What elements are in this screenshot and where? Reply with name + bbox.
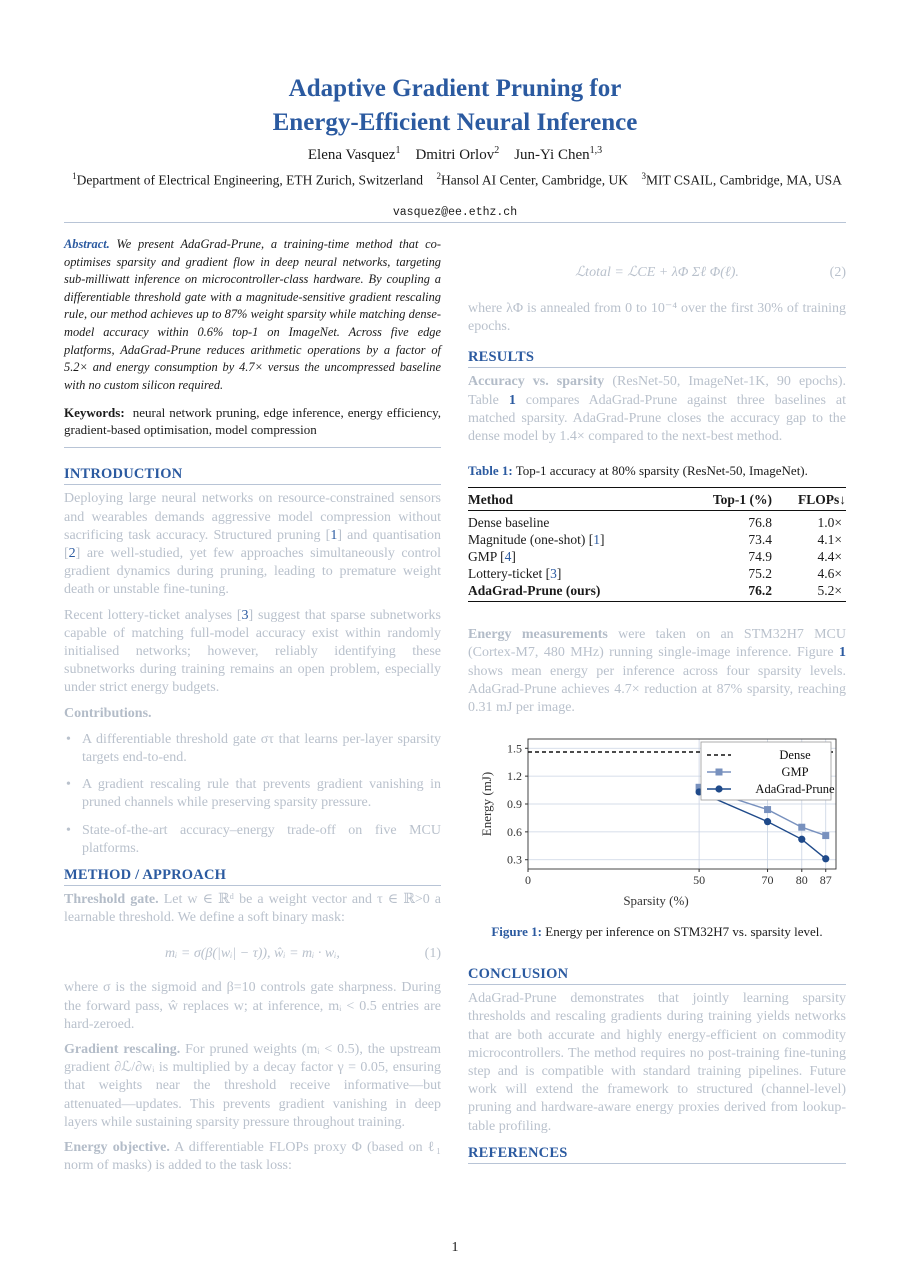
paragraph-text: A differentiable FLOPs proxy Φ (based on ℓ₁ norm of masks) is added to the task loss: — [64, 1140, 441, 1174]
x-tick-label: 50 — [693, 873, 706, 888]
citation-link[interactable]: 1 — [593, 532, 600, 548]
method-name: Lottery-ticket [ — [468, 566, 551, 582]
x-tick-label: 70 — [761, 873, 774, 888]
table-cell-flops: 4.1× — [817, 532, 842, 548]
method-name: Dense baseline — [468, 515, 550, 531]
method-name: Magnitude (one-shot) [ — [468, 532, 594, 548]
paper-title — [0, 72, 910, 140]
author-list — [0, 145, 910, 164]
author-name: Dmitri Orlov — [415, 147, 495, 163]
affiliations — [62, 167, 852, 190]
table-cell-method — [468, 582, 682, 602]
section-heading-conclusion: CONCLUSION — [468, 966, 846, 985]
keywords-label: Keywords: — [64, 405, 125, 421]
equation-1 — [64, 943, 441, 965]
keywords-text: neural network pruning, edge inference, energy efficiency, gradient-based optimisation, model compression — [64, 405, 442, 438]
contributions-list — [64, 731, 441, 858]
data-point-gmp — [822, 832, 829, 839]
paragraph-text: compares AdaGrad-Prune against three baselines at matched sparsity. AdaGrad-Prune closes the accuracy gap to the dense model by 1.4× compared to the next-best method. — [468, 392, 846, 445]
data-point-adagrad-prune — [764, 818, 771, 825]
paragraph-text: shows mean energy per inference across four sparsity levels. AdaGrad-Prune achieves 4.7× reduction at 87% sparsity, reaching 0.31 mJ per image. — [468, 663, 846, 716]
affiliation: Department of Electrical Engineering, ETH Zurich, Switzerland — [76, 172, 424, 188]
author-name: Elena Vasquez — [307, 147, 396, 163]
legend-entry: AdaGrad-Prune — [755, 782, 835, 797]
equation-2 — [468, 262, 846, 284]
table-cell-top1: 75.2 — [748, 566, 772, 582]
y-tick-label: 1.5 — [507, 741, 522, 756]
table-cell-top1: 74.9 — [748, 549, 772, 565]
intro-paragraph-2 — [64, 607, 441, 698]
list-item: • A gradient rescaling rule that prevents gradient vanishing in pruned channels while preserving sparsity pressure. — [64, 776, 441, 812]
equation-number: (2) — [829, 265, 846, 280]
intro-text: ] suggest that sparse subnetworks capable of matching full-model accuracy exist within randomly initialised networks; however, reliably identifying these subnetworks during training remains an open problem, especially under strict energy budgets. — [64, 607, 441, 696]
page-number: 1 — [451, 1240, 459, 1255]
legend-marker-circle — [715, 786, 722, 793]
y-tick-label: 1.2 — [507, 769, 522, 784]
legend-marker-square — [716, 769, 723, 776]
results-accuracy-paragraph — [468, 373, 846, 446]
figure-caption — [468, 923, 846, 940]
citation-link[interactable]: 1 — [330, 527, 338, 543]
y-tick-label: 0.6 — [507, 825, 522, 840]
affil-marker: 1 — [72, 171, 77, 181]
table-cell-top1: 73.4 — [748, 532, 772, 548]
contributions-label — [64, 705, 441, 723]
abstract-text: We present AdaGrad-Prune, a training-time method that co-optimises sparsity and gradient flow in deep neural networks, targeting sub-milliwatt inference on microcontroller-class hardware. By coupling a differentiable threshold gate with a magnitude-sensitive gradient rescaling rule, our method achieves up to 87% weight sparsity while matching dense-model accuracy within 0.6% top-1 on ImageNet. Across five edge platforms, AdaGrad-Prune reduces arithmetic operations by a factor of 5.2× and energy consumption by 4.7× versus the uncompressed baseline with no custom silicon required. — [64, 237, 441, 392]
table-row — [468, 565, 846, 582]
data-point-adagrad-prune — [798, 836, 805, 843]
data-point-gmp — [798, 824, 805, 831]
table-cell-flops: 4.6× — [817, 566, 842, 582]
table-cell-method: Magnitude (one-shot) [1] — [468, 532, 605, 548]
section-heading-references: REFERENCES — [468, 1145, 846, 1164]
affiliation: MIT CSAIL, Cambridge, MA, USA — [645, 172, 842, 188]
method-name: GMP [ — [468, 549, 505, 565]
method-name: AdaGrad-Prune (ours) — [468, 583, 601, 599]
energy-chart — [468, 729, 846, 919]
equation-body: ℒtotal = ℒCE + λΦ Σℓ Φ(ℓ). — [575, 265, 739, 280]
column-header: Method — [468, 488, 682, 511]
method-after-eq2: where λΦ is annealed from 0 to 10⁻⁴ over the first 30% of training epochs. — [468, 301, 846, 335]
method-energy-objective — [64, 1139, 441, 1175]
table-row — [468, 531, 846, 548]
list-item: • State-of-the-art accuracy–energy trade-off on five MCU platforms. — [64, 822, 441, 858]
paragraph-text: were taken on an STM32H7 MCU (Cortex-M7, 480 MHz) running single-image inference. Figure — [468, 627, 846, 661]
method-threshold-gate — [64, 891, 441, 927]
table-caption-label: Table 1: — [468, 463, 513, 479]
contributions-heading: Contributions. — [64, 705, 152, 721]
table-cell-flops: 5.2× — [776, 582, 846, 602]
energy-chart-svg — [468, 729, 846, 919]
legend-entry: GMP — [781, 765, 809, 780]
paragraph-text: Let w ∈ ℝᵈ be a weight vector and τ ∈ ℝ>0 a learnable threshold. We define a soft binary mask: — [64, 892, 442, 926]
table-cell-flops: 1.0× — [817, 515, 842, 531]
table-cell-method: GMP [4] — [468, 549, 516, 565]
citation-link[interactable]: 3 — [550, 566, 557, 582]
author-name: Jun-Yi Chen — [514, 147, 590, 163]
paragraph-label: Energy objective. — [64, 1140, 170, 1156]
affil-marker: 3 — [641, 171, 646, 181]
author-affil-marker: 1 — [395, 145, 401, 156]
section-heading-introduction: INTRODUCTION — [64, 466, 441, 485]
intro-text: Deploying large neural networks on resource-constrained sensors and wearables demands aggressive model compression without sacrificing task accuracy. Structured pruning [ — [64, 491, 441, 543]
title-line-1: Adaptive Gradient Pruning for — [288, 75, 622, 102]
affiliation: Hansol AI Center, Cambridge, UK — [441, 172, 628, 188]
table-row — [468, 582, 846, 602]
series-line-adagrad-prune — [699, 792, 826, 859]
paragraph-text: (ResNet-50, ImageNet-1K, 90 epochs). Table — [468, 374, 847, 408]
y-tick-label: 0.3 — [507, 852, 522, 867]
right-column — [468, 236, 846, 1164]
intro-text: Recent lottery-ticket analyses [ — [64, 607, 242, 623]
abstract — [64, 236, 441, 394]
paragraph-text: For pruned weights (mᵢ < 0.5), the upstream gradient ∂ℒ/∂wᵢ is multiplied by a decay factor γ = 0.05, ensuring that weights near the threshold receive informative—but attenuated—updates. This prevents gradient vanishing in deep layers while sustaining sparsity pressure throughout training. — [64, 1042, 442, 1130]
table-row — [468, 511, 846, 532]
table-cell-top1: 76.8 — [748, 515, 772, 531]
paragraph-label: Gradient rescaling. — [64, 1042, 181, 1058]
header-divider — [64, 222, 846, 223]
column-header: FLOPs↓ — [776, 488, 846, 511]
author-affil-marker: 2 — [494, 145, 500, 156]
paragraph-label: Energy measurements — [468, 627, 608, 643]
title-line-2: Energy-Efficient Neural Inference — [272, 109, 638, 136]
citation-link[interactable]: 2 — [68, 545, 76, 561]
x-tick-label: 87 — [819, 873, 832, 888]
citation-link[interactable]: 3 — [241, 607, 249, 623]
figure-ref-link[interactable]: 1 — [839, 645, 846, 661]
table-cell-method: Lottery-ticket [3] — [468, 566, 562, 582]
table-caption — [468, 462, 846, 479]
method-gradient-rescaling — [64, 1041, 441, 1132]
intro-text: ] are well-studied, yet few approaches simultaneously control gradient dynamics during pruning, leading to premature weight death or unstable fine-tuning. — [64, 545, 441, 598]
keywords — [64, 404, 441, 438]
data-point-gmp — [764, 806, 771, 813]
table-caption-text: Top-1 accuracy at 80% sparsity (ResNet-50, ImageNet). — [515, 463, 808, 479]
y-axis-label: Energy (mJ) — [479, 772, 494, 837]
table-cell-top1 — [682, 582, 776, 602]
author-affil-marker: 1,3 — [589, 145, 603, 156]
paragraph-label: Threshold gate. — [64, 892, 159, 907]
list-item: • A differentiable threshold gate στ that learns per-layer sparsity targets end-to-end. — [64, 731, 441, 767]
chart-plot-layer — [479, 739, 836, 908]
table-ref-link[interactable]: 1 — [508, 392, 516, 408]
conclusion-paragraph: AdaGrad-Prune demonstrates that jointly learning sparsity thresholds and rescaling gradients during training yields networks that are both accurate and highly energy-efficient on commodity microcontrollers. The method requires no post-training fine-tuning step and is compatible with standard training pipelines. Future work will extend the framework to structured (channel-level) pruning and hardware-aware energy proxies derived from lookup-table profiling. — [468, 991, 846, 1134]
legend-entry: Dense — [779, 748, 811, 763]
table-header-row — [468, 488, 846, 511]
results-table — [468, 487, 846, 602]
x-tick-label: 80 — [795, 873, 808, 888]
equation-body: mᵢ = σ(β(|wᵢ| − τ)), ŵᵢ = mᵢ · wᵢ, — [165, 946, 340, 962]
abstract-label: Abstract. — [64, 237, 110, 251]
citation-link[interactable]: 4 — [504, 549, 512, 565]
paragraph-label: Accuracy vs. sparsity — [468, 374, 605, 390]
affil-marker: 2 — [436, 171, 442, 181]
x-axis-label: Sparsity (%) — [623, 893, 689, 909]
figure-caption-label: Figure 1: — [491, 924, 543, 940]
keywords-divider — [64, 447, 441, 448]
data-point-adagrad-prune — [822, 855, 829, 862]
table-cell-flops: 4.4× — [817, 549, 842, 565]
y-tick-label: 0.9 — [507, 797, 522, 812]
table-row — [468, 548, 846, 565]
section-heading-results: RESULTS — [468, 349, 846, 368]
column-header: Top-1 (%) — [682, 488, 776, 511]
equation-number: (1) — [424, 946, 441, 962]
section-heading-method: METHOD / APPROACH — [64, 867, 441, 886]
contact-email[interactable]: vasquez@ee.ethz.ch — [392, 206, 518, 219]
method-after-eq1: where σ is the sigmoid and β=10 controls gate sharpness. During the forward pass, ŵ replaces w; at inference, mᵢ < 0.5 entries are hard-zeroed. — [64, 980, 441, 1032]
intro-paragraph-1 — [64, 490, 441, 599]
results-energy-paragraph — [468, 626, 846, 717]
intro-text: ] and quantisation [ — [64, 527, 441, 561]
table-cell-method — [468, 511, 682, 532]
top1-value: 76.2 — [748, 583, 772, 599]
figure-caption-text: Energy per inference on STM32H7 vs. sparsity level. — [545, 924, 823, 940]
left-column — [64, 236, 441, 1175]
x-tick-label: 0 — [525, 873, 531, 888]
